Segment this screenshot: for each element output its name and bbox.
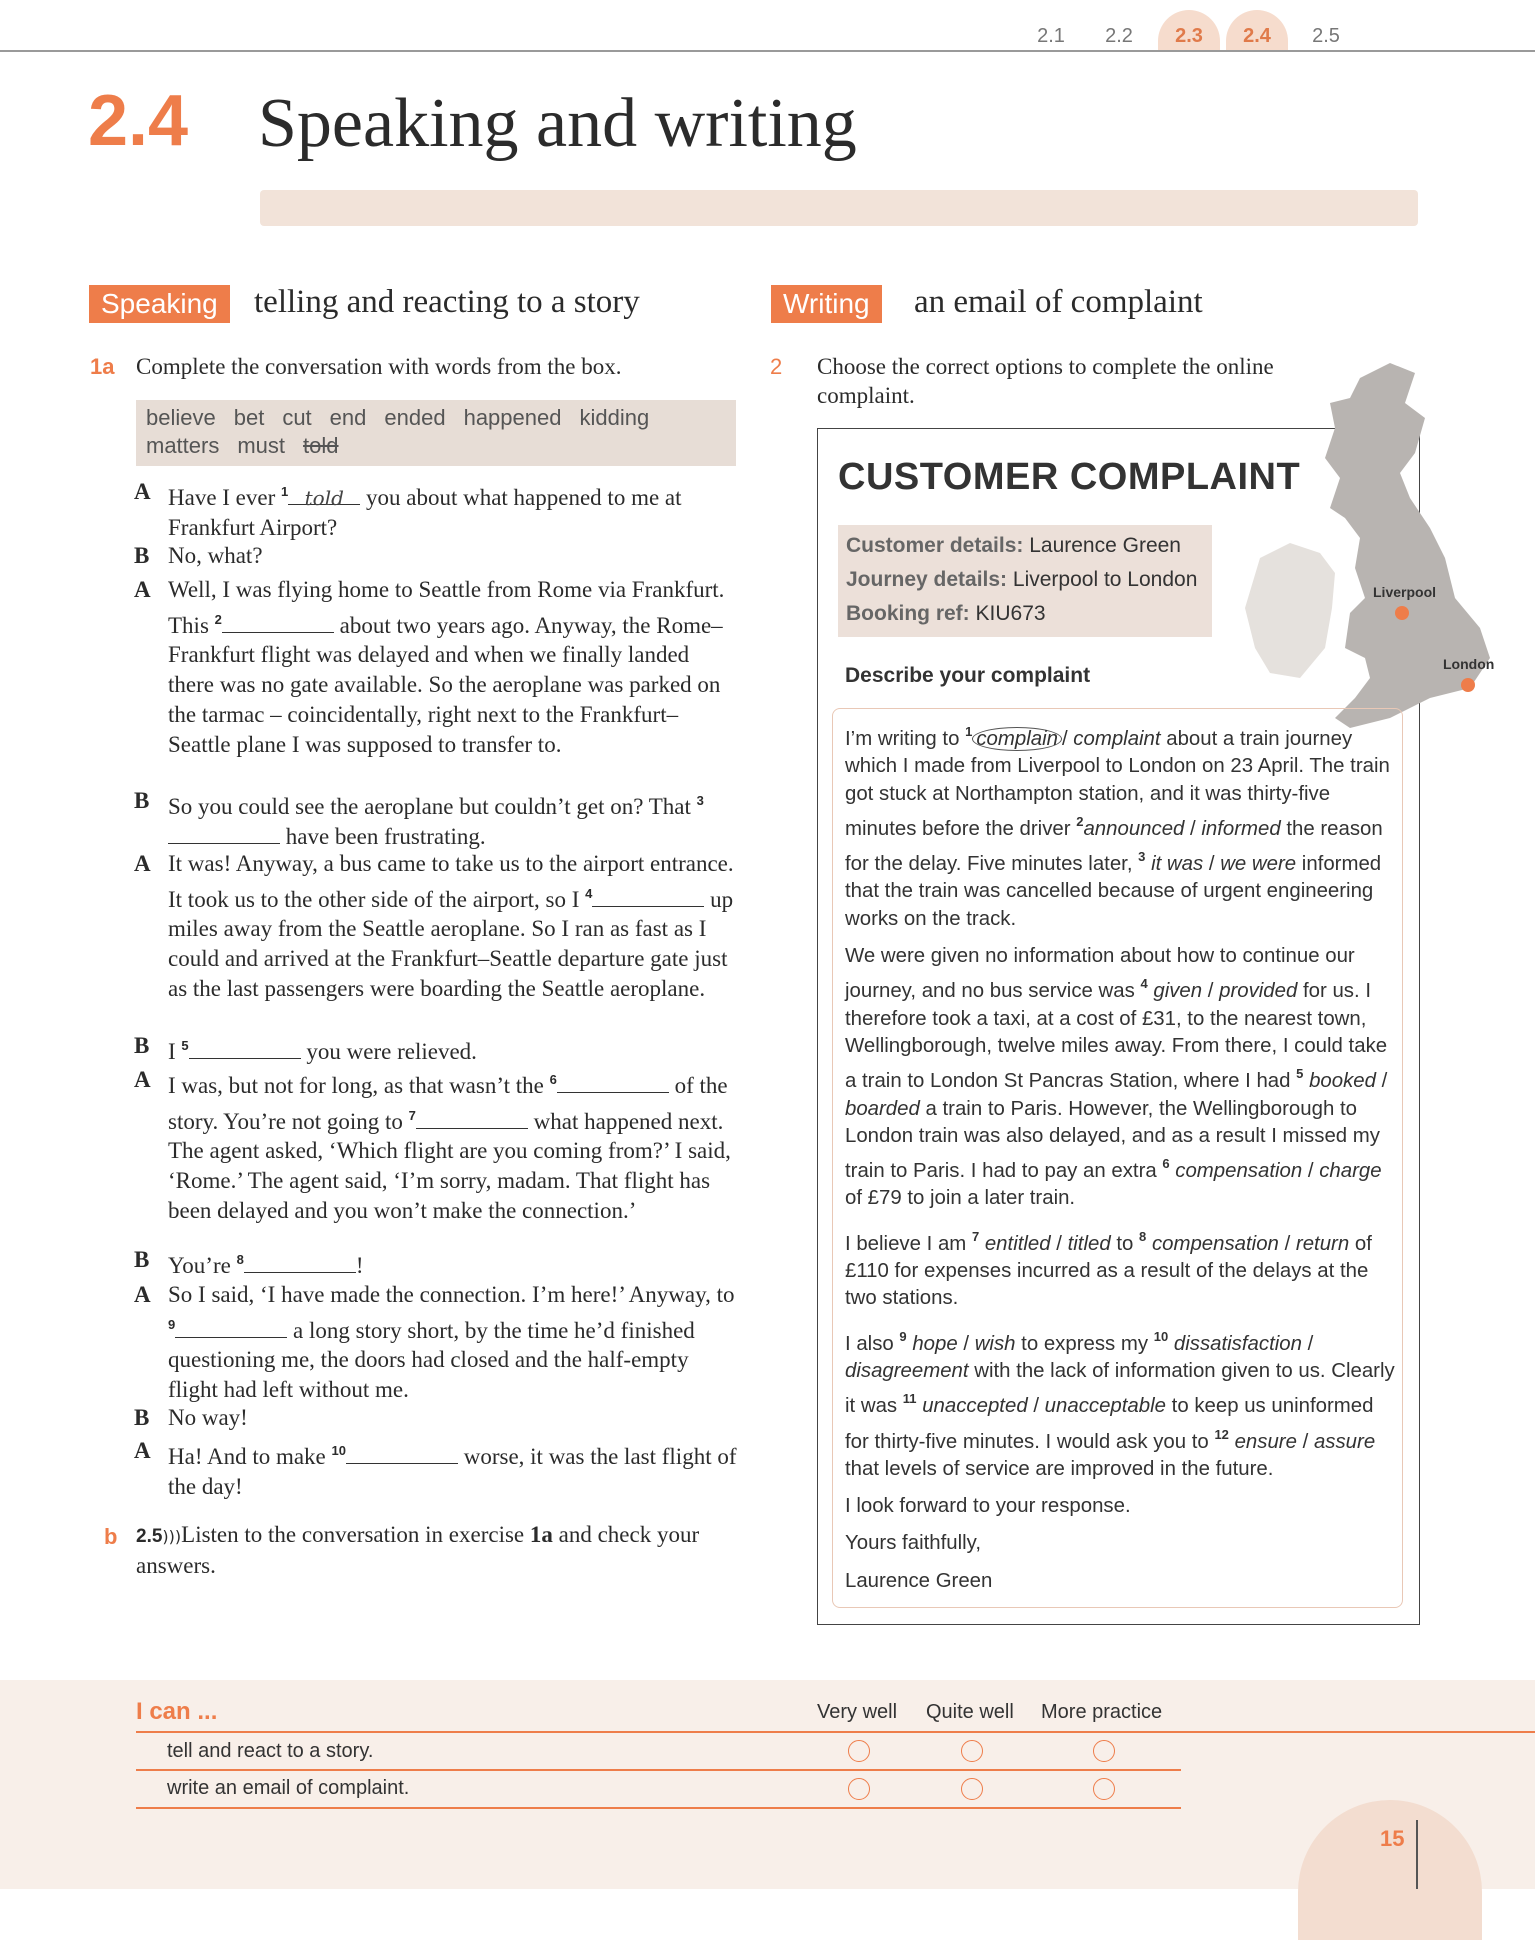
rating-quite-well-2[interactable] <box>961 1778 983 1800</box>
rating-quite-well-1[interactable] <box>961 1740 983 1762</box>
speaking-tag: Speaking <box>89 285 230 323</box>
dialogue-line: A So I said, ‘I have made the connection. I’m here!’ Anyway, to $^9$ a long story short, by the time he’d finished questioning me, the doors had closed and the half-empty flight had left without me. <box>134 1282 735 1403</box>
nav-2-5[interactable]: 2.5 <box>1312 25 1340 47</box>
option-selected[interactable]: complain <box>972 727 1062 751</box>
answer-gap[interactable] <box>557 1072 669 1093</box>
answer-gap[interactable] <box>416 1108 528 1129</box>
dialogue-line: A Ha! And to make $^{10}$ worse, it was the last flight of the day! <box>134 1438 737 1499</box>
exercise-b-letter: b <box>104 1524 118 1549</box>
answer-gap[interactable] <box>222 612 334 633</box>
answer-gap[interactable]: told <box>288 484 360 505</box>
word: cut <box>282 405 312 430</box>
word: ended <box>384 405 446 430</box>
speaker: B <box>134 788 150 813</box>
uk-map <box>1240 358 1520 738</box>
exercise-b-instruction: 2.5)))Listen to the conversation in exercise 1a and check your answers. <box>136 1522 700 1578</box>
word: end <box>329 405 367 430</box>
ireland-shape <box>1245 543 1335 678</box>
i-can-row-2: write an email of complaint. <box>167 1777 410 1799</box>
word: happened <box>463 405 562 430</box>
london-label: London <box>1443 656 1495 672</box>
word: bet <box>233 405 265 430</box>
answer-gap[interactable] <box>189 1038 301 1059</box>
word: matters <box>146 433 220 458</box>
i-can-rule <box>136 1769 1181 1771</box>
london-marker <box>1461 678 1475 692</box>
writing-tag: Writing <box>771 285 882 323</box>
answer-gap[interactable] <box>168 823 280 844</box>
track-number: 2.5 <box>136 1526 163 1547</box>
answer-gap[interactable] <box>175 1317 287 1338</box>
word: must <box>237 433 286 458</box>
liverpool-marker <box>1395 606 1409 620</box>
closing-line: I look forward to your response. <box>845 1495 1131 1518</box>
word: kidding <box>579 405 650 430</box>
i-can-title: I can ... <box>136 1698 218 1725</box>
dialogue-line: A Have I ever $^1$ told you about what happened to me at Frankfurt Airport? <box>134 479 682 540</box>
dialogue-line: B You’re $^8$ ! <box>134 1247 364 1278</box>
word-box <box>136 400 736 466</box>
dialogue-line: B So you could see the aeroplane but couldn’t get on? That $^3$ have been frustrating. <box>134 788 704 849</box>
nav-2-4[interactable]: 2.4 <box>1226 10 1288 50</box>
speaker: B <box>134 543 150 568</box>
speaker: A <box>134 1067 151 1092</box>
complaint-title: CUSTOMER COMPLAINT <box>838 456 1301 498</box>
speaker: A <box>134 479 151 504</box>
section-number: 2.4 <box>88 81 189 161</box>
dialogue-line: B No, what? <box>136 541 740 571</box>
rating-more-practice-1[interactable] <box>1093 1740 1115 1762</box>
nav-2-2[interactable]: 2.2 <box>1105 25 1133 47</box>
signature: Laurence Green <box>845 1569 993 1592</box>
audio-icon[interactable]: ))) <box>162 1527 182 1546</box>
nav-2-3[interactable]: 2.3 <box>1158 10 1220 50</box>
dialogue-line: B I $^5$ you were relieved. <box>134 1033 477 1064</box>
writing-subtitle: an email of complaint <box>914 284 1203 320</box>
speaker: B <box>134 1247 150 1272</box>
option[interactable]: complaint <box>1073 728 1161 750</box>
dialogue-line: A I was, but not for long, as that wasn’t the $^6$ of the story. You’re not going to $^7$ what happened next. The agent asked, ‘Which flight are you coming from?’ I said, ‘Rome.’ The agent said, ‘I’m sorry, madam. That flight has been delayed and you won’t make the connection.’ <box>134 1067 731 1223</box>
i-can-rule <box>136 1731 1535 1733</box>
col-quite-well: Quite well <box>926 1701 1014 1723</box>
liverpool-label: Liverpool <box>1373 584 1437 600</box>
word-used: told <box>303 433 339 458</box>
speaking-subtitle: telling and reacting to a story <box>254 284 640 320</box>
i-can-rule <box>136 1807 1181 1809</box>
dialogue-line: B No way! <box>136 1403 740 1433</box>
answer-gap[interactable] <box>244 1252 356 1273</box>
nav-2-1[interactable]: 2.1 <box>1037 25 1065 47</box>
page-marker <box>1416 1820 1418 1889</box>
word: believe <box>146 405 216 430</box>
title-bar <box>260 190 1418 226</box>
dialogue-line: A It was! Anyway, a bus came to take us to the airport entrance. It took us to the other side of the airport, so I $^4$ up miles away from the Seattle aeroplane. So I ran as fast as I could and arrived at the Frankfurt–Seattle departure gate just as the last passengers were boarding the Seattle aeroplane. <box>134 851 734 1001</box>
col-more-practice: More practice <box>1041 1701 1163 1723</box>
speaker: A <box>134 851 151 876</box>
speaker: A <box>134 1282 151 1307</box>
col-very-well: Very well <box>817 1701 898 1723</box>
page-title: Speaking and writing <box>258 85 857 162</box>
customer-details: Customer details: Laurence Green Journey details: Liverpool to London Booking ref: KIU673 <box>838 525 1212 637</box>
exercise-1a-number: 1a <box>90 354 115 379</box>
speaker: B <box>134 1033 150 1058</box>
complaint-text: I’m writing to $^1$ complain / complaint about a train journey which I made from Liverpool to London on 23 April. The train got stuck at Northampton station, and it was thirty-five minutes before the driver $^2$announced / informed the reason for the delay. Five minutes later, $^3$ it was / we were informed that the train was cancelled because of urgent engineering works on the track. We were given no information about how to continue our journey, and no bus service was $^4$ given / provided for us. I therefore took a taxi, at a cost of £31, to the nearest town, Wellingborough, twelve miles away. From there, I could take a train to London St Pancras Station, where I had $^5$ booked / boarded a train to Paris. However, the Wellingborough to London train was also delayed, and as a result I missed my train to Paris. I had to pay an extra $^6$ compensation / charge of £79 to join a later train. I believe I am $^7$ entitled / titled to $^8$ compensation / return of £110 for expenses incurred as a result of the delays at the two stations. I also $^9$ hope / wish to express my $^{10}$ dissatisfaction / disagreement with the lack of information given to us. Clearly it was $^{11}$ unaccepted / unacceptable to keep us uninformed for thirty-five minutes. I would ask you to $^{12}$ ensure / assure that levels of service are improved in the future. I look forward to your response. Yours faithfully, Laurence Green <box>845 718 1400 1605</box>
exercise-2-instruction: Choose the correct options to complete the online complaint. <box>817 354 1274 408</box>
speaker: B <box>134 1405 150 1430</box>
rating-more-practice-2[interactable] <box>1093 1778 1115 1800</box>
describe-label: Describe your complaint <box>845 664 1091 687</box>
rating-very-well-1[interactable] <box>848 1740 870 1762</box>
exercise-2-number: 2 <box>770 354 783 379</box>
rating-very-well-2[interactable] <box>848 1778 870 1800</box>
answer-gap[interactable] <box>346 1443 458 1464</box>
speaker: A <box>134 577 151 602</box>
speaker: A <box>134 1438 151 1463</box>
page-number: 15 <box>1380 1826 1405 1851</box>
dialogue-line: A Well, I was flying home to Seattle from Rome via Frankfurt. This $^2$ about two years ago. Anyway, the Rome–Frankfurt flight was delayed and when we finally landed there was no gate available. So the aeroplane was parked on the tarmac – coincidentally, right next to the Frankfurt–Seattle plane I was supposed to transfer to. <box>134 577 725 757</box>
answer-gap[interactable] <box>592 886 704 907</box>
i-can-row-1: tell and react to a story. <box>167 1740 374 1762</box>
great-britain-shape <box>1325 363 1490 728</box>
exercise-1a-instruction: Complete the conversation with words from the box. <box>136 354 622 379</box>
signoff: Yours faithfully, <box>845 1532 982 1555</box>
